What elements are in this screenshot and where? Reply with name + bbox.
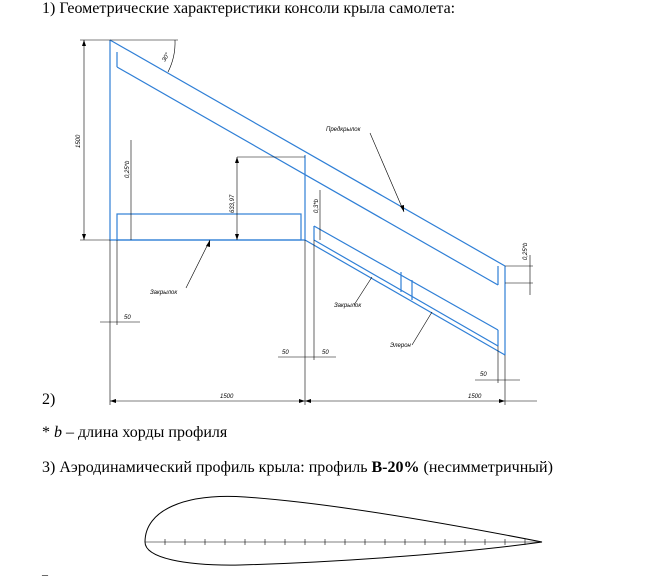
aileron-label: Элерон xyxy=(390,343,411,349)
wing-leading-sweep xyxy=(110,40,505,266)
wing-outline xyxy=(110,40,505,355)
span-height-label: 1500 xyxy=(76,134,82,148)
chord-fraction-left-label: 0,25*b xyxy=(125,160,131,178)
dim-50-right-label: 50 xyxy=(480,372,487,378)
dim-50-left-label: 50 xyxy=(124,315,131,321)
heading-wing-geometry: 1) Геометрические характеристики консоли крыла самолета: xyxy=(42,0,456,17)
height-dim-label: 633,97 xyxy=(230,194,236,213)
airfoil-name: В-20% xyxy=(371,459,420,476)
footnote xyxy=(42,424,227,442)
dim-1500-left-label: 1500 xyxy=(220,394,234,400)
dim-50-mid-a-label: 50 xyxy=(282,350,289,356)
footnote-text: – длина хорды профиля xyxy=(62,424,228,441)
dimension-arrows xyxy=(82,40,505,403)
dim-1500-right-label: 1500 xyxy=(468,394,482,400)
dimension-lines xyxy=(80,40,537,405)
leading-edge xyxy=(110,40,305,240)
item-2-number: 2) xyxy=(42,391,56,408)
heading-airfoil xyxy=(42,459,553,477)
footnote-prefix: * xyxy=(42,424,54,441)
slat-inner-line xyxy=(117,67,498,285)
heading-airfoil-prefix: 3) Аэродинамический профиль крыла: профиль xyxy=(42,459,372,476)
trailing-lower xyxy=(305,240,505,355)
left-flap-box xyxy=(117,214,301,240)
dim-50-mid-b-label: 50 xyxy=(322,350,329,356)
trailing-dash: – xyxy=(42,567,48,581)
footnote-symbol: b xyxy=(54,424,62,441)
chord-ticks xyxy=(165,539,525,545)
flap-left-label: Закрылок xyxy=(150,290,178,296)
trailing-outer xyxy=(314,226,498,330)
slat-label: Предкрылок xyxy=(326,127,361,133)
angle-label: 30° xyxy=(161,52,172,63)
trailing-inner xyxy=(314,240,498,346)
flap-right-label: Закрылок xyxy=(334,303,362,309)
airfoil-outline xyxy=(145,496,542,565)
chord-fraction-mid-label: 0,3*b xyxy=(314,198,320,213)
heading-airfoil-suffix: (несимметричный) xyxy=(419,459,553,476)
chord-fraction-right-label: 0,25*b xyxy=(523,242,529,260)
